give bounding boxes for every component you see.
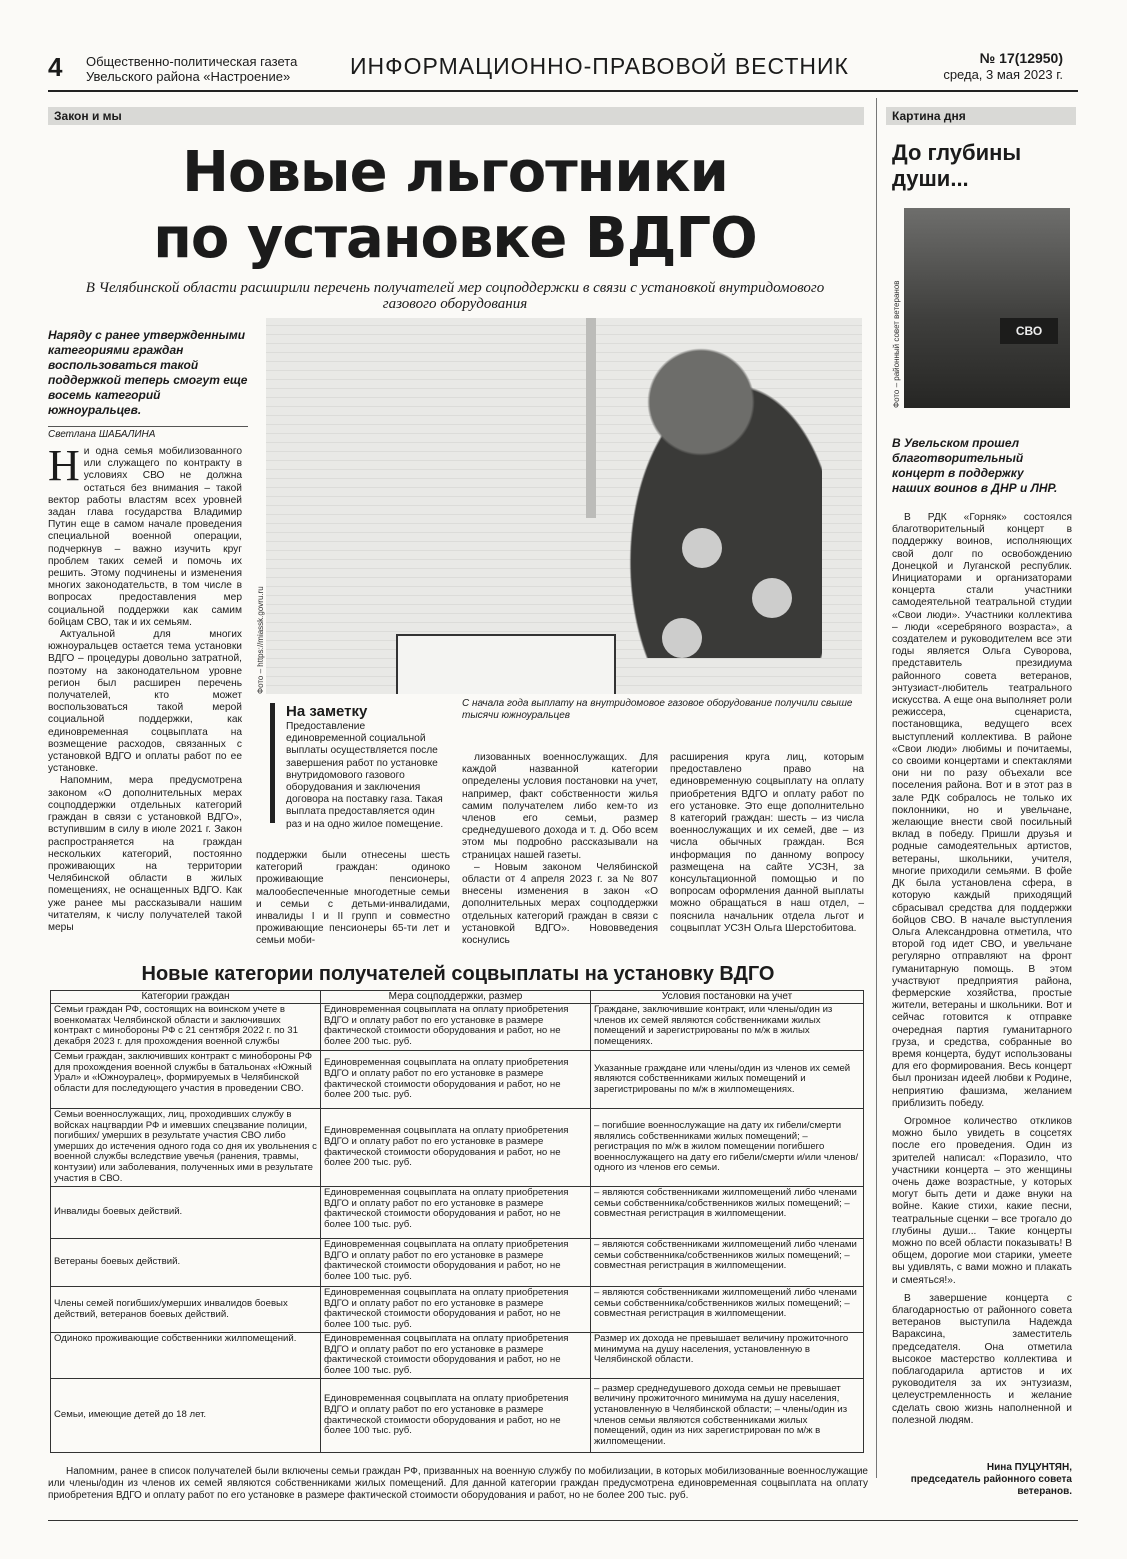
table-header-cell: Категории граждан — [51, 991, 321, 1004]
photo-pipe — [586, 318, 596, 518]
table-row — [51, 1333, 864, 1379]
headline-line-2: по установке ВДГО — [153, 206, 757, 271]
rubric-right: Картина дня — [886, 107, 1076, 125]
table-cell-conditions: Граждане, заключившие контракт, или члены/один из членов их семей являются собственниками жилых помещений и зарегистрированы по м/ж в жилых помещениях. — [591, 1004, 864, 1051]
table-row — [51, 1051, 864, 1109]
article-column-4: расширения круга лиц, которым предоставлено право на единовременную соцвыплату на оплату приобретения ВДГО и оплату работ по его установке. Это еще дополнительно 8 категорий граждан: шесть – из числа военнослужащих и их семей, две – из числа обычных граждан. Вся информация по данному вопросу размещена на сайте УСЗН, за консультационной помощью и по вопросам оформления данной выплаты можно обращаться в наш отдел, – пояснила начальник отдела льгот и соцвыплат УСЗН Ольга Шерстобитова. — [670, 752, 864, 934]
table-row — [51, 1287, 864, 1333]
table-row — [51, 1109, 864, 1187]
signature-role: председатель районного совета ветеранов. — [910, 1474, 1072, 1497]
table-cell-category: Семьи граждан РФ, состоящих на воинском учете в военкоматах Челябинской области и заключивших контракт с минобороны РФ с 21 сентября 2022 г. по 31 декабря 2023 г. для прохождения военной службы — [51, 1004, 321, 1051]
table-cell-conditions: – являются собственниками жилпомещений либо членами семьи собственника/собственников жилых помещений; – совместная регистрация в жилпомещении. — [591, 1287, 864, 1333]
photo-credit: Фото – https://miassk.govru.ru — [256, 586, 265, 694]
side-headline: До глубины души... — [892, 140, 1022, 191]
header-rule — [48, 90, 1078, 92]
table-cell-category: Семьи граждан, заключивших контракт с минобороны РФ для прохождения военной службы в батальонах «Южный Урал» и «Южноуралец», формируемых в Челябинской области для последующего участия в проведении СВО. — [51, 1051, 321, 1109]
col1-paragraph-3: Напомним, мера предусмотрена законом «О дополнительных мерах соцподдержки отдельных категорий граждан в связи с установкой ВДГО», вступившим в силу в июле 2021 г. Закон распространяется на граждан нескольких категорий, постоянно проживающих на территории Челябинской области в жилых помещениях, не оснащенных ВДГО. Как уже ранее мы рассказывали нашим читателям, к числу получателей такой меры — [48, 775, 242, 933]
issue-number: № 17(12950) — [979, 50, 1063, 66]
side-lead: В Увельском прошел благотворительный концерт в поддержку наших воинов в ДНР и ЛНР. — [892, 436, 1058, 495]
table-cell-measure: Единовременная соцвыплата на оплату приобретения ВДГО и оплату работ по его установке в размере фактической стоимости оборудования и работ, но не более 100 тыс. руб. — [321, 1187, 591, 1239]
bottom-rule — [48, 1520, 1078, 1521]
publication-name — [86, 54, 297, 84]
table-footnote: Напомним, ранее в список получателей были включены семьи граждан РФ, призванных на военную службу по мобилизации, в которых мобилизованные военнослужащие или члены/один из членов их семей являются собственниками жилых помещений. Для данной категории граждан предусмотрена единовременная соцвыплата на оплату приобретения ВДГО и оплату работ по его установке в размере фактической стоимости оборудования и работ, но не более 200 тыс. руб. — [48, 1466, 868, 1501]
table-cell-category: Одиноко проживающие собственники жилпомещений. — [51, 1333, 321, 1379]
col1-paragraph-2: Актуальной для многих южноуральцев остается тема установки ВДГО – процедуры довольно затратной, поэтому на законодательном уровне регион был расширен перечень получателей, кто может воспользоваться такой мерой социальной поддержки, как единовременная соцвыплата на возмещение расходов, связанных с установкой ВДГО и оплаты работ по ее установке. — [48, 629, 242, 775]
article-author: Светлана ШАБАЛИНА — [48, 426, 248, 440]
side-paragraph-2: Огромное количество откликов можно было увидеть в соцсетях после его проведения. Один из зрителей написал: «Поразило, что участники концерта – это женщины очень даже возрастные, у которых могут быть дети и даже внуки на войне. Какие стихи, какие песни, театральные сценки – все трогало до глубины души... Такие концерты можно по всей области показывать! В общем, дорогие мои старики, умеете вы удивлять, с вами можно и плакать и смеяться!». — [892, 1115, 1072, 1286]
table-row — [51, 1004, 864, 1051]
table-header-cell: Мера соцподдержки, размер — [321, 991, 591, 1004]
publication-line-1: Общественно-политическая газета — [86, 54, 298, 69]
photo-person — [602, 338, 822, 658]
table-cell-category: Члены семей погибших/умерших инвалидов боевых действий, ветеранов боевых действий. — [51, 1287, 321, 1333]
table-cell-category: Инвалиды боевых действий. — [51, 1187, 321, 1239]
page-number: 4 — [48, 52, 63, 82]
table-header-cell: Условия постановки на учет — [591, 991, 864, 1004]
table-cell-category: Семьи военнослужащих, лиц, проходивших службу в войсках нацгвардии РФ и имевших спецзвание полиции, погибших/ умерших в результате участия СВО либо умерших до истечения одного года со дня их увольнения с военной службы вследствие увечья (ранения, травмы, контузии) или заболевания, полученных ими в результате участия в СВО. — [51, 1109, 321, 1187]
issue-info — [943, 50, 1063, 83]
note-title: На заметку — [286, 703, 368, 720]
table-header-row — [51, 991, 864, 1004]
article-headline — [60, 140, 850, 272]
table-cell-conditions: – являются собственниками жилпомещений либо членами семьи собственника/собственников жилых помещений; – совместная регистрация в жилпомещении. — [591, 1239, 864, 1287]
photo-stove — [396, 634, 616, 694]
col3-paragraph-1: лизованных военнослужащих. Для каждой названной категории определены условия постановки на учет, например, факт собственности жилья самим получателем либо кем-то из членов его семьи, размер среднедушевого дохода и т. д. Обо всем этом мы подробно рассказывали на страницах нашей газеты. — [462, 752, 658, 861]
article-column-2: поддержки были отнесены шесть категорий граждан: одиноко проживающие пенсионеры, малообеспеченные многодетные семьи и семьи с детьми-инвалидами, инвалиды I и II групп и совместно проживающие пенсионеры 65-ти лет и семьи моби- — [256, 850, 450, 947]
table-cell-measure: Единовременная соцвыплата на оплату приобретения ВДГО и оплату работ по его установке в размере фактической стоимости оборудования и работ, но не более 200 тыс. руб. — [321, 1004, 591, 1051]
headline-line-1: Новые льготники — [182, 140, 728, 205]
rubric-left: Закон и мы — [48, 107, 864, 125]
article-column-1 — [48, 441, 242, 934]
table-row — [51, 1239, 864, 1287]
side-photo-credit: Фото – районный совет ветеранов — [892, 280, 901, 408]
side-signature — [892, 1462, 1072, 1498]
table-row — [51, 1379, 864, 1453]
table-cell-category: Ветераны боевых действий. — [51, 1239, 321, 1287]
table-cell-conditions: – погибшие военнослужащие на дату их гибели/смерти являлись собственниками жилых помещений; – регистрация по м/ж в жилом помещении погибшего военнослужащего на дату его гибели/смерти и/или членов/ одного из членов его семьи. — [591, 1109, 864, 1187]
table-cell-measure: Единовременная соцвыплата на оплату приобретения ВДГО и оплату работ по его установке в размере фактической стоимости оборудования и работ, но не более 200 тыс. руб. — [321, 1051, 591, 1109]
side-paragraph-3: В завершение концерта с благодарностью от районного совета ветеранов выступила Надежда Вараксина, заместитель председателя. Она отметила высокое мастерство коллектива и поблагодарила артистов и их руководителя за их энтузиазм, целеустремленность и желание сделать свою жизнь наполненной и полезной людям. — [892, 1292, 1072, 1426]
article-subtitle: В Челябинской области расширили перечень получателей мер соцподдержки в связи с установкой внутридомового газового оборудования — [85, 280, 825, 312]
publication-line-2: Увельского района «Настроение» — [86, 69, 291, 84]
table-cell-measure: Единовременная соцвыплата на оплату приобретения ВДГО и оплату работ по его установке в размере фактической стоимости оборудования и работ, но не более 100 тыс. руб. — [321, 1333, 591, 1379]
side-photo — [904, 208, 1070, 408]
photo-caption: С начала года выплату на внутридомовое газовое оборудование получили свыше тысячи южноуральцев — [462, 698, 853, 721]
table-cell-measure: Единовременная соцвыплата на оплату приобретения ВДГО и оплату работ по его установке в размере фактической стоимости оборудования и работ, но не более 100 тыс. руб. — [321, 1239, 591, 1287]
table-cell-conditions: – являются собственниками жилпомещений либо членами семьи собственника/собственников жилых помещений; – совместная регистрация в жилпомещении. — [591, 1187, 864, 1239]
note-body: Предоставление единовременной социальной выплаты осуществляется после завершения работ по установке внутридомового газового оборудования и заключения договора на поставку газа. Такая выплата предоставляется один раз и на одно жилое помещение. — [286, 721, 444, 830]
photo-flower — [752, 578, 792, 618]
article-column-3 — [462, 752, 658, 947]
article-lead: Наряду с ранее утвержденными категориями граждан воспользоваться такой поддержкой теперь смогут еще восемь категорий южноуральцев. — [48, 328, 248, 417]
table-cell-measure: Единовременная соцвыплата на оплату приобретения ВДГО и оплату работ по его установке в размере фактической стоимости оборудования и работ, но не более 200 тыс. руб. — [321, 1109, 591, 1187]
table-cell-conditions: – размер среднедушевого дохода семьи не превышает величину прожиточного минимума на душу населения, установленную в Челябинской области; – члены/один из членов семьи являются собственниками жилых помещений, один из них зарегистрирован по м/ж в жилпомещении. — [591, 1379, 864, 1453]
side-paragraph-1: В РДК «Горняк» состоялся благотворительный концерт в поддержку воинов, исполняющих свой долг по освобождению Донецкой и Луганской республик. Инициаторами и организаторами концерта стали участники самодеятельной театральной студии «Свои люди». Участники коллектива – люди «серебряного возраста», а создателем и руководителем все эти годы является Ольга Суворова, представитель президиума районного совета ветеранов, энтузиаст-любитель театрального искусства. А еще она выполняет роли режиссера, сценариста, постановщика, ведущего всех выступлений коллектива. В районе «Свои люди» любимы и почитаемы, со своими концертами и спектаклями они ни по разу объехали все поселения района. Вот и в этот раз в зале РДК собралось не только их поклонники, но и увельчане, желающие внести свой посильный вклад в победу. Пришли друзья и родные самодеятельных артистов, ветераны, школьники, учителя, многие приходили семьями. В фойе ДК была установлена сфера, в которую каждый приходящий сбрасывал средства для поддержки бойцов СВО. В начале выступления Ольга Александровна отметила, что второй год идет СВО, и увельчане регулярно отправляют на фронт гуманитарную помощь. В этом участвуют предприятия района, фермерские хозяйства, простые жители, ветераны и школьники. Вот и сейчас готовится к отправке очередная партия гуманитарного груза, и средства, собранные во время концерта, будут использованы для его формирования. Весь концерт был пронизан идеей любви к Родине, неприятию фашизма, желанием приблизить победу. — [892, 512, 1073, 1109]
table-row — [51, 1187, 864, 1239]
col3-paragraph-2: – Новым законом Челябинской области от 4 апреля 2023 г. за № 807 внесены изменения в закон «О дополнительных мерах соцподдержки отдельных категорий граждан в связи с установкой ВДГО». Нововведения коснулись — [462, 861, 658, 947]
table-cell-category: Семьи, имеющие детей до 18 лет. — [51, 1379, 321, 1453]
table-cell-measure: Единовременная соцвыплата на оплату приобретения ВДГО и оплату работ по его установке в размере фактической стоимости оборудования и работ, но не более 100 тыс. руб. — [321, 1287, 591, 1333]
photo-banner: СВО — [1000, 318, 1058, 344]
signature-name: Нина ПУЦУНТЯН, — [986, 1462, 1072, 1473]
table-title: Новые категории получателей соцвыплаты на установку ВДГО — [141, 963, 775, 985]
note-bar — [270, 703, 275, 823]
col1-paragraph-1: и одна семья мобилизованного или служащего по контракту в условиях СВО не должна остаться без внимания – такой вектор работы властям всех уровней задан глава государства Владимир Путин еще в самом начале проведения специальной военной операции, подчеркнув – важно изучить круг проблем таких семей и помочь их решить. Этому подчинены и изменения многих законодательств, в том числе в вопросах предоставления мер социальной поддержки как самим бойцам СВО, так и их семьям. — [48, 446, 242, 628]
table-cell-conditions: Размер их дохода не превышает величину прожиточного минимума на душу населения, установленную в Челябинской области. — [591, 1333, 864, 1379]
column-divider — [876, 98, 877, 1478]
benefits-table — [50, 990, 864, 1453]
issue-date: среда, 3 мая 2023 г. — [943, 67, 1063, 82]
article-photo — [266, 318, 862, 694]
table-cell-measure: Единовременная соцвыплата на оплату приобретения ВДГО и оплату работ по его установке в размере фактической стоимости оборудования и работ, но не более 100 тыс. руб. — [321, 1379, 591, 1453]
section-title: ИНФОРМАЦИОННО-ПРАВОВОЙ ВЕСТНИК — [350, 53, 849, 79]
dropcap: Н — [48, 441, 80, 490]
photo-flower — [682, 528, 722, 568]
side-article-body — [892, 512, 1072, 1427]
table-cell-conditions: Указанные граждане или члены/один из членов их семей являются собственниками жилых помещений и зарегистрированы по м/ж в жилпомещениях. — [591, 1051, 864, 1109]
photo-flower — [662, 618, 702, 658]
